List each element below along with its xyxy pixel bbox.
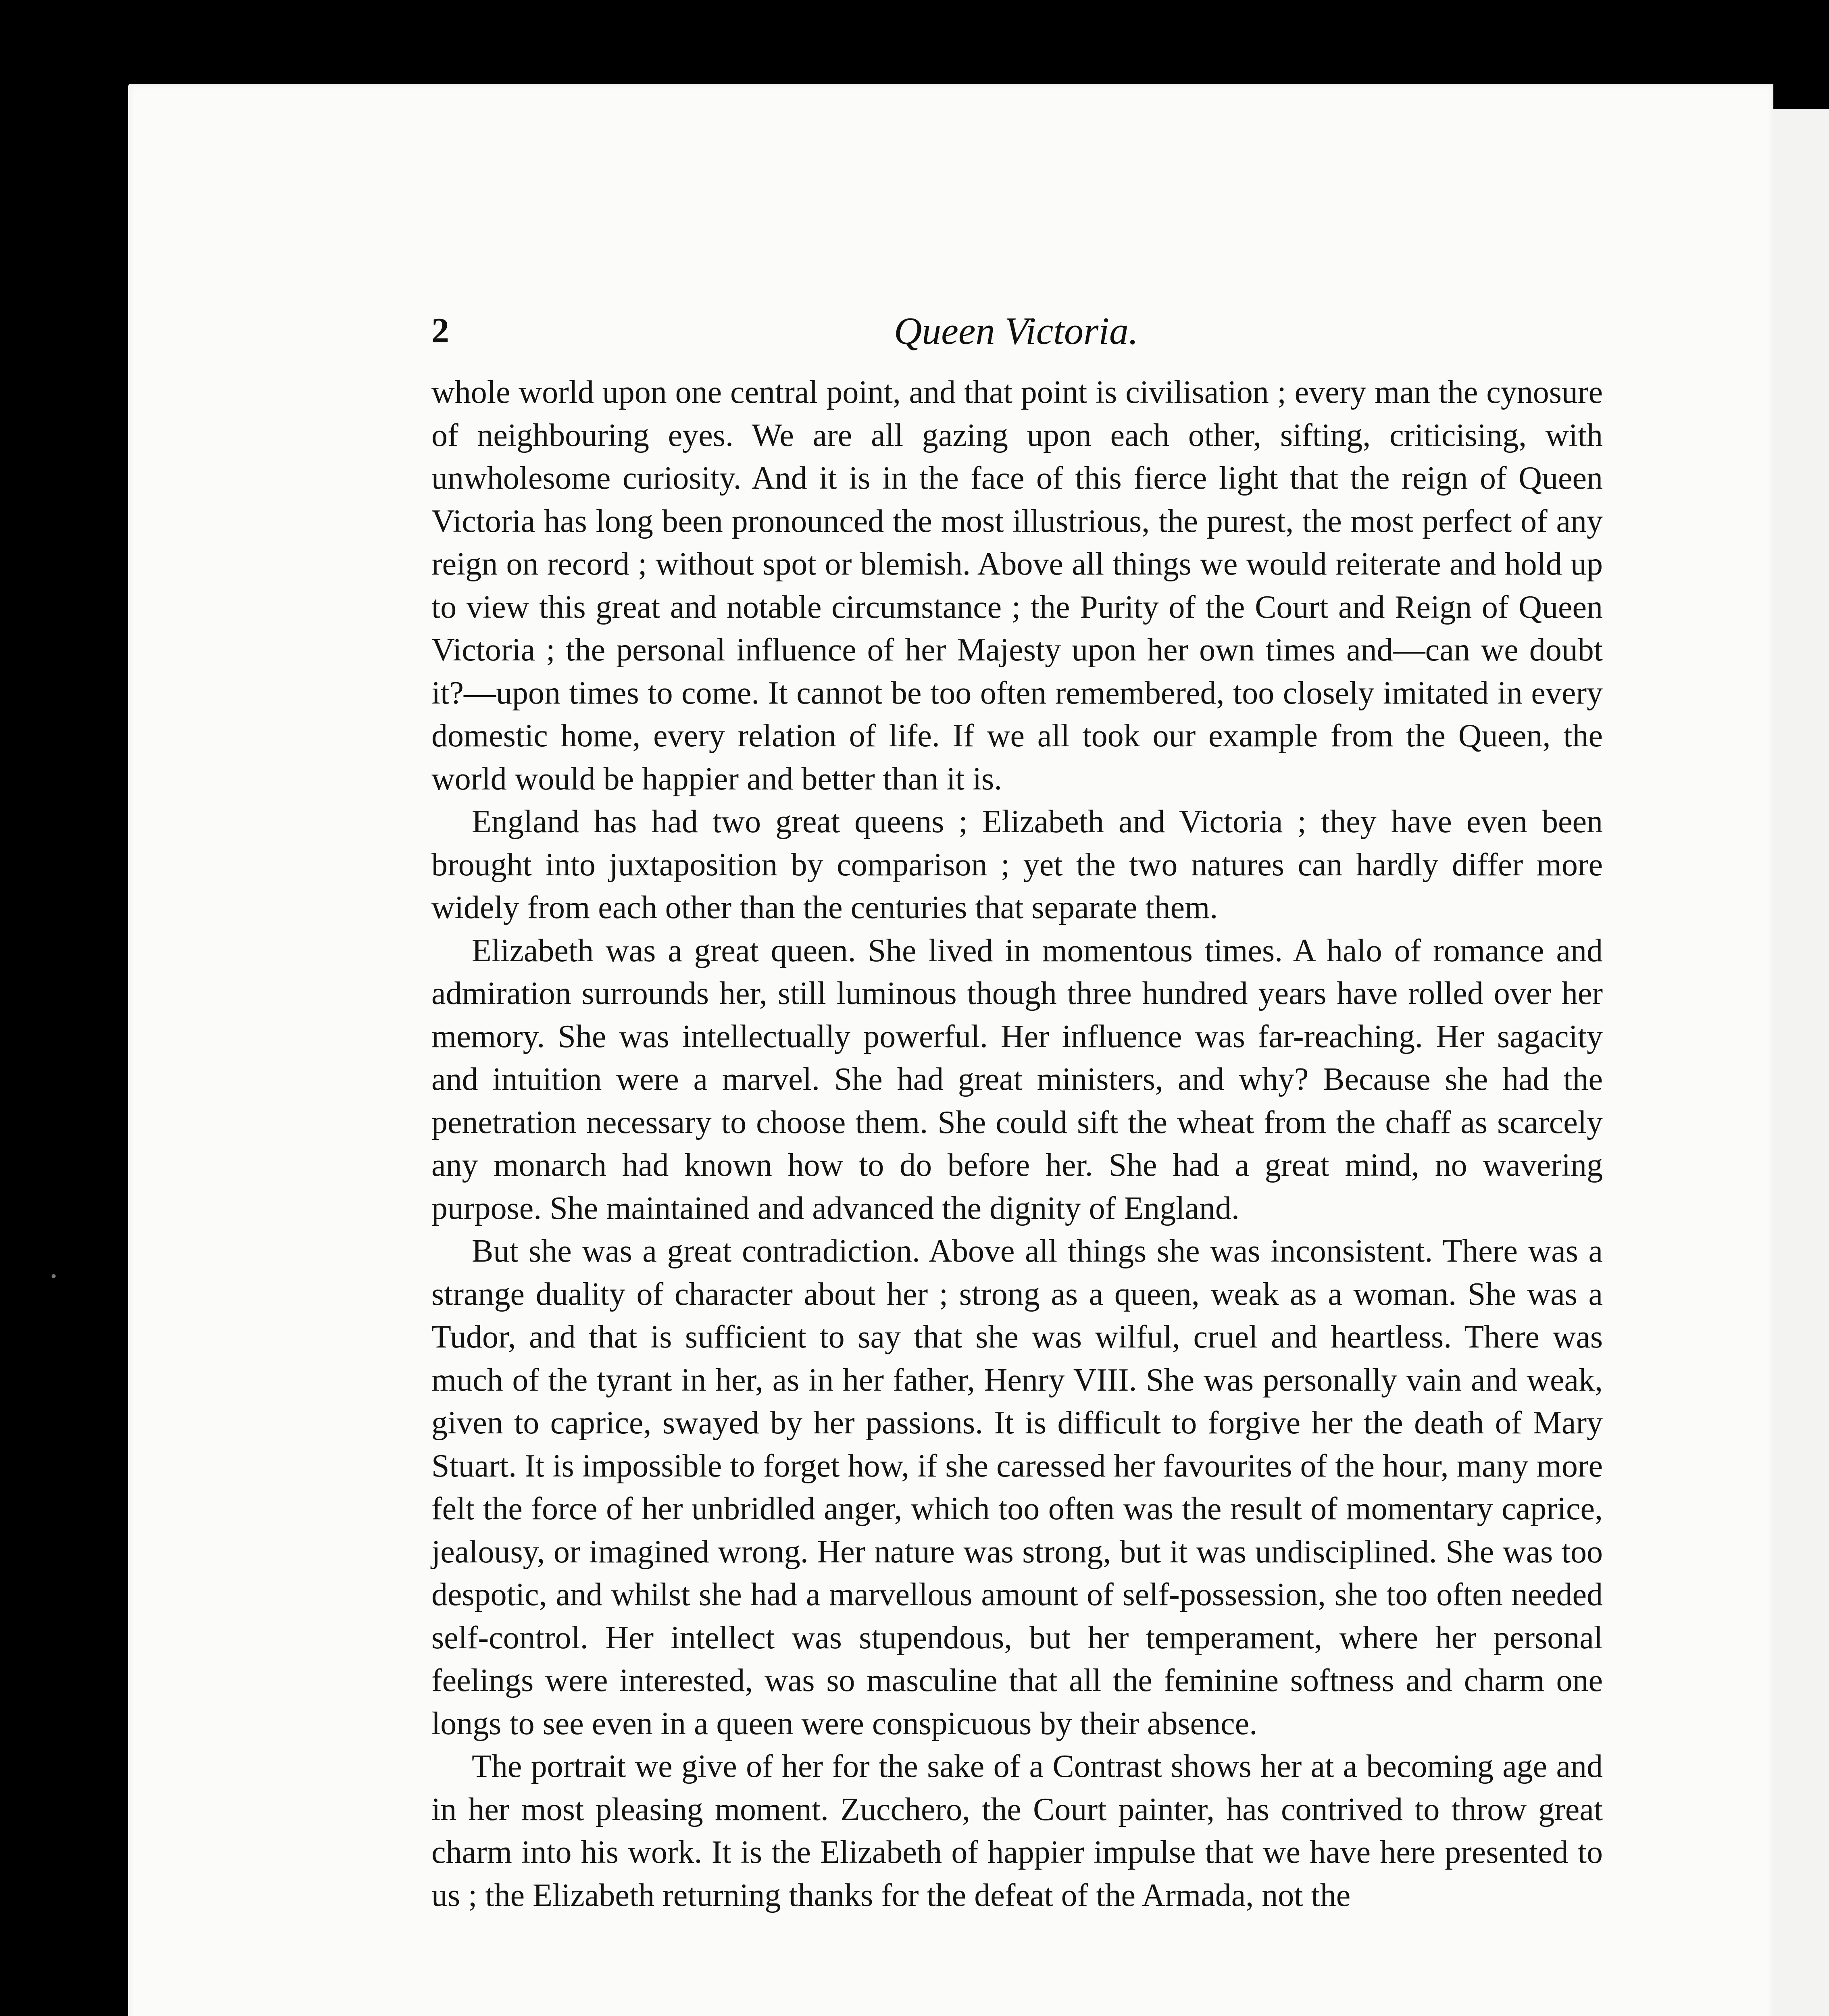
paragraph: England has had two great queens ; Elizabeth and Victoria ; they have even been brought into juxtaposition by comparison ; yet the two natures can hardly differ more widely from each other than the centuries that separate them. [431,804,1603,925]
running-head [431,305,1601,357]
next-page-edge [1766,109,1829,2016]
paragraph: Elizabeth was a great queen. She lived in momentous times. A halo of romance and admiration surrounds her, still luminous though three hundred years have rolled over her memory. She was intellectually powerful. Her influence was far-reaching. Her sagacity and intuition were a marvel. She had great ministers, and why? Because she had the penetration necessary to choose them. She could sift the wheat from the chaff as scarcely any monarch had known how to do before her. She had a great mind, no wavering purpose. She maintained and advanced the dignity of England. [431,933,1603,1226]
running-title: Queen Victoria. [894,309,1139,352]
page-number: 2 [431,311,449,350]
paragraph: whole world upon one central point, and that point is civilisation ; every man the cynosure of neighbouring eyes. We are all gazing upon each other, sifting, criticising, with unwholesome curiosity. And it is in the face of this fierce light that the reign of Queen Victoria has long been pronounced the most illustrious, the purest, the most perfect of any reign on record ; without spot or blemish. Above all things we would reiterate and hold up to view this great and notable circumstance ; the Purity of the Court and Reign of Queen Victoria ; the personal influence of her Majesty upon her own times and—can we doubt it?—upon times to come. It cannot be too often remembered, too closely imitated in every domestic home, every relation of life. If we all took our example from the Queen, the world would be happier and better than it is. [431,375,1603,797]
paragraph: The portrait we give of her for the sake of a Contrast shows her at a becoming age and in her most pleasing moment. Zucchero, the Court painter, has contrived to throw great charm into his work. It is the Elizabeth of happier impulse that we have here presented to us ; the Elizabeth returning thanks for the defeat of the Armada, not the [431,1749,1603,1913]
body-text [431,371,1603,1917]
scan-speck [52,1274,56,1278]
paragraph: But she was a great contradiction. Above all things she was inconsistent. There was a strange duality of character about her ; strong as a queen, weak as a woman. She was a Tudor, and that is sufficient to say that she was wilful, cruel and heartless. There was much of the tyrant in her, as in her father, Henry VIII. She was personally vain and weak, given to caprice, swayed by her passions. It is difficult to forgive her the death of Mary Stuart. It is impossible to forget how, if she caressed her favourites of the hour, many more felt the force of her unbridled anger, which too often was the result of momentary caprice, jealousy, or imagined wrong. Her nature was strong, but it was undisciplined. She was too despotic, and whilst she had a marvellous amount of self-possession, she too often needed self-control. Her intellect was stupendous, but her temperament, where her personal feelings were interested, was so masculine that all the feminine softness and charm one longs to see even in a queen were conspicuous by their absence. [431,1233,1603,1741]
